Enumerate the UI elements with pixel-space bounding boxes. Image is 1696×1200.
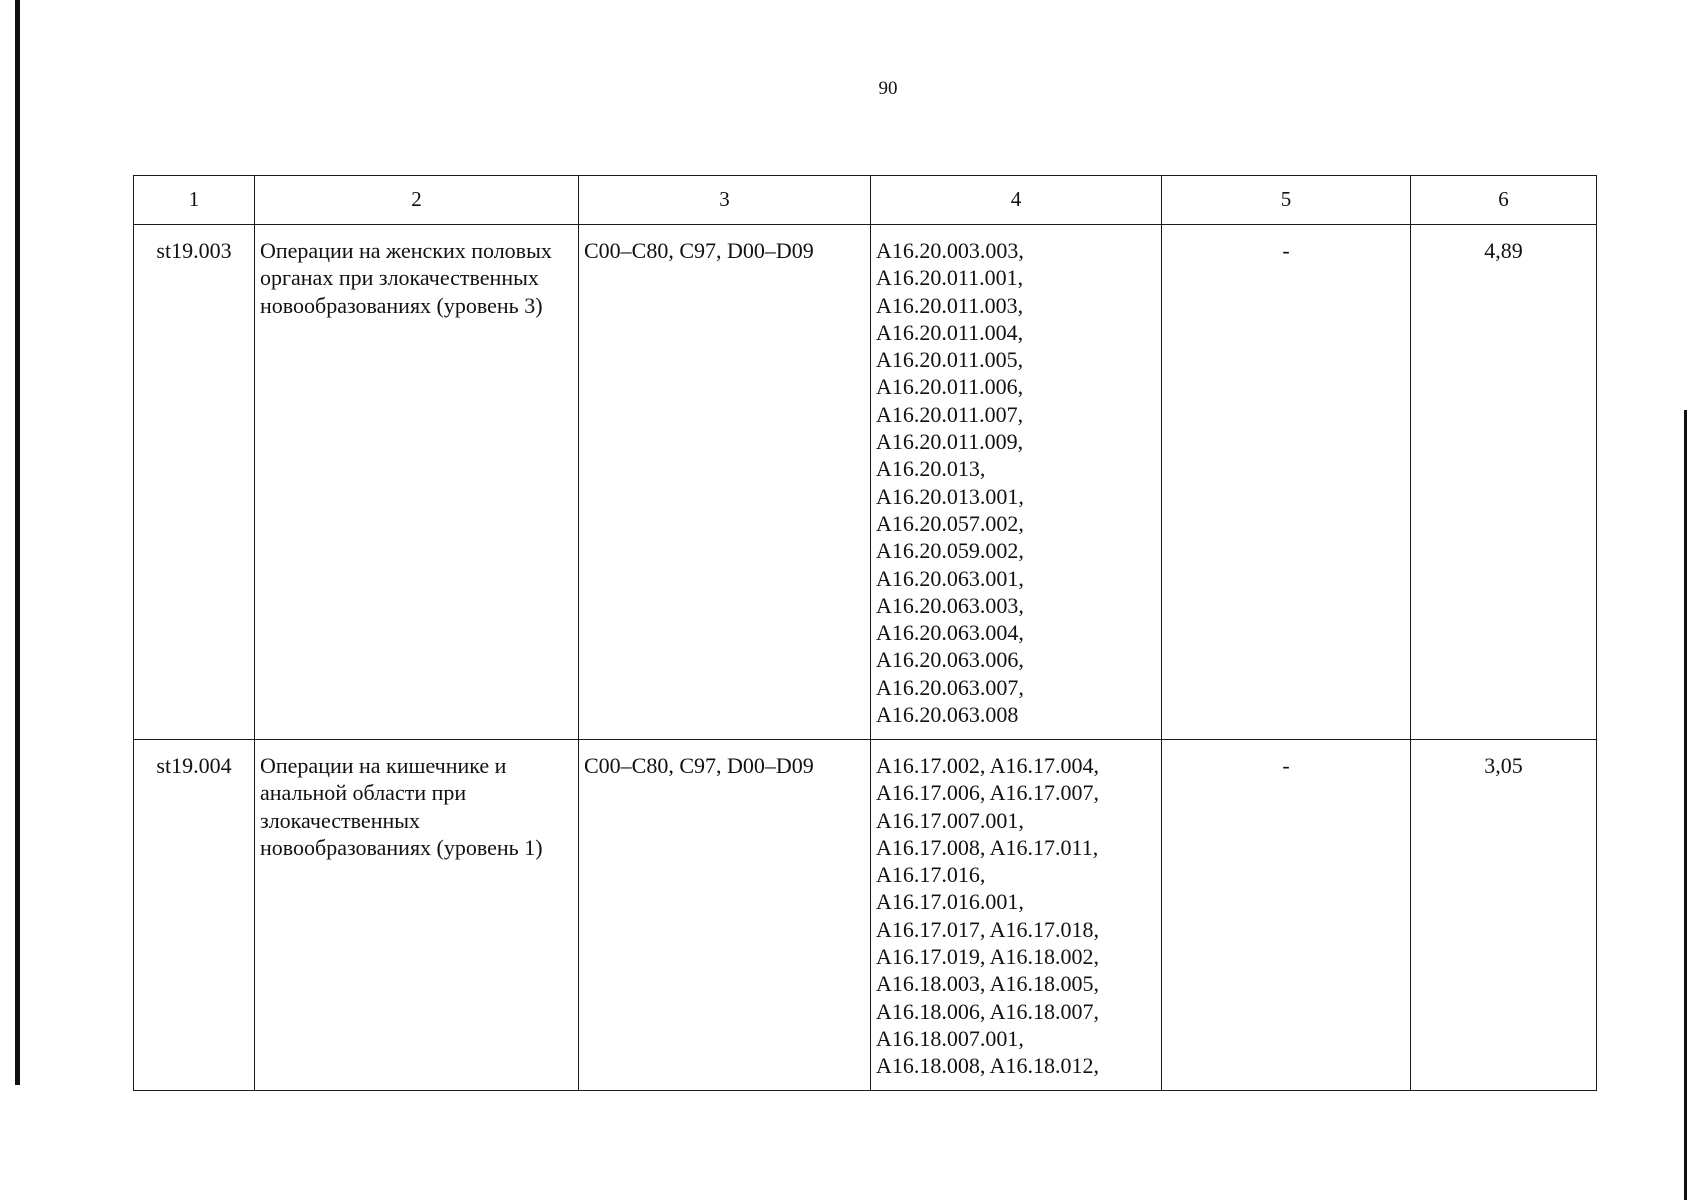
table-row <box>134 225 1597 740</box>
row-coefficient-cell: 3,05 <box>1411 740 1597 1091</box>
service-code-line: A16.17.016, <box>876 862 986 888</box>
row-name-cell: Операции на женских половых органах при злокачественных новообразованиях (уровень 3) <box>255 225 579 740</box>
service-code-line: A16.20.063.006, <box>876 647 1024 673</box>
service-code-line: A16.20.063.007, <box>876 674 1024 700</box>
column-header-5: 5 <box>1162 176 1411 225</box>
service-code-line: A16.18.008, A16.18.012, <box>876 1053 1100 1079</box>
row-col5-cell: - <box>1162 225 1411 740</box>
service-code-line: A16.20.063.003, <box>876 592 1024 618</box>
service-code-line: A16.20.057.002, <box>876 510 1024 536</box>
service-code-line: A16.20.063.004, <box>876 620 1024 646</box>
service-code-line: A16.20.011.001, <box>876 265 1024 291</box>
table-header-row <box>134 176 1597 225</box>
column-header-6: 6 <box>1411 176 1597 225</box>
service-code-line: A16.17.008, A16.17.011, <box>876 834 1099 860</box>
service-code-line: A16.20.011.004, <box>876 319 1024 345</box>
row-code-cell: st19.003 <box>134 225 255 740</box>
table-row <box>134 740 1597 1091</box>
service-code-line: A16.18.003, A16.18.005, <box>876 971 1100 997</box>
service-code-line: A16.17.007.001, <box>876 807 1024 833</box>
service-code-line: A16.20.011.003, <box>876 292 1024 318</box>
service-code-line: A16.20.063.008 <box>876 702 1019 728</box>
service-code-line: A16.18.006, A16.18.007, <box>876 998 1100 1024</box>
row-code-cell: st19.004 <box>134 740 255 1091</box>
service-code-line: A16.20.003.003, <box>876 238 1024 263</box>
service-code-line: A16.20.013.001, <box>876 483 1024 509</box>
tariff-table <box>133 175 1597 1091</box>
column-header-1: 1 <box>134 176 255 225</box>
service-code-line: A16.20.011.005, <box>876 347 1024 373</box>
page-edge-left <box>15 0 20 1085</box>
service-code-line: A16.17.019, A16.18.002, <box>876 944 1100 970</box>
column-header-2: 2 <box>255 176 579 225</box>
row-name-cell: Операции на кишечнике и анальной области при злокачественных новообразованиях (уровень 1) <box>255 740 579 1091</box>
column-header-3: 3 <box>579 176 871 225</box>
service-code-line: A16.17.002, A16.17.004, <box>876 753 1100 778</box>
service-code-line: A16.20.011.006, <box>876 374 1024 400</box>
service-code-line: A16.20.011.009, <box>876 429 1024 455</box>
service-code-line: A16.20.063.001, <box>876 565 1024 591</box>
column-header-4: 4 <box>871 176 1162 225</box>
service-code-line: A16.20.059.002, <box>876 538 1024 564</box>
row-coefficient-cell: 4,89 <box>1411 225 1597 740</box>
service-code-line: A16.17.017, A16.17.018, <box>876 916 1100 942</box>
page-number: 90 <box>878 78 898 99</box>
row-diagnosis-codes-cell: C00–C80, C97, D00–D09 <box>579 225 871 740</box>
service-code-line: A16.17.016.001, <box>876 889 1024 915</box>
row-col5-cell: - <box>1162 740 1411 1091</box>
page-edge-right <box>1684 410 1687 1200</box>
row-diagnosis-codes-cell: C00–C80, C97, D00–D09 <box>579 740 871 1091</box>
service-code-line: A16.20.011.007, <box>876 401 1024 427</box>
service-code-line: A16.20.013, <box>876 456 986 482</box>
row-service-codes-cell <box>871 740 1162 1091</box>
service-code-line: A16.18.007.001, <box>876 1025 1024 1051</box>
service-code-line: A16.17.006, A16.17.007, <box>876 780 1100 806</box>
row-service-codes-cell <box>871 225 1162 740</box>
